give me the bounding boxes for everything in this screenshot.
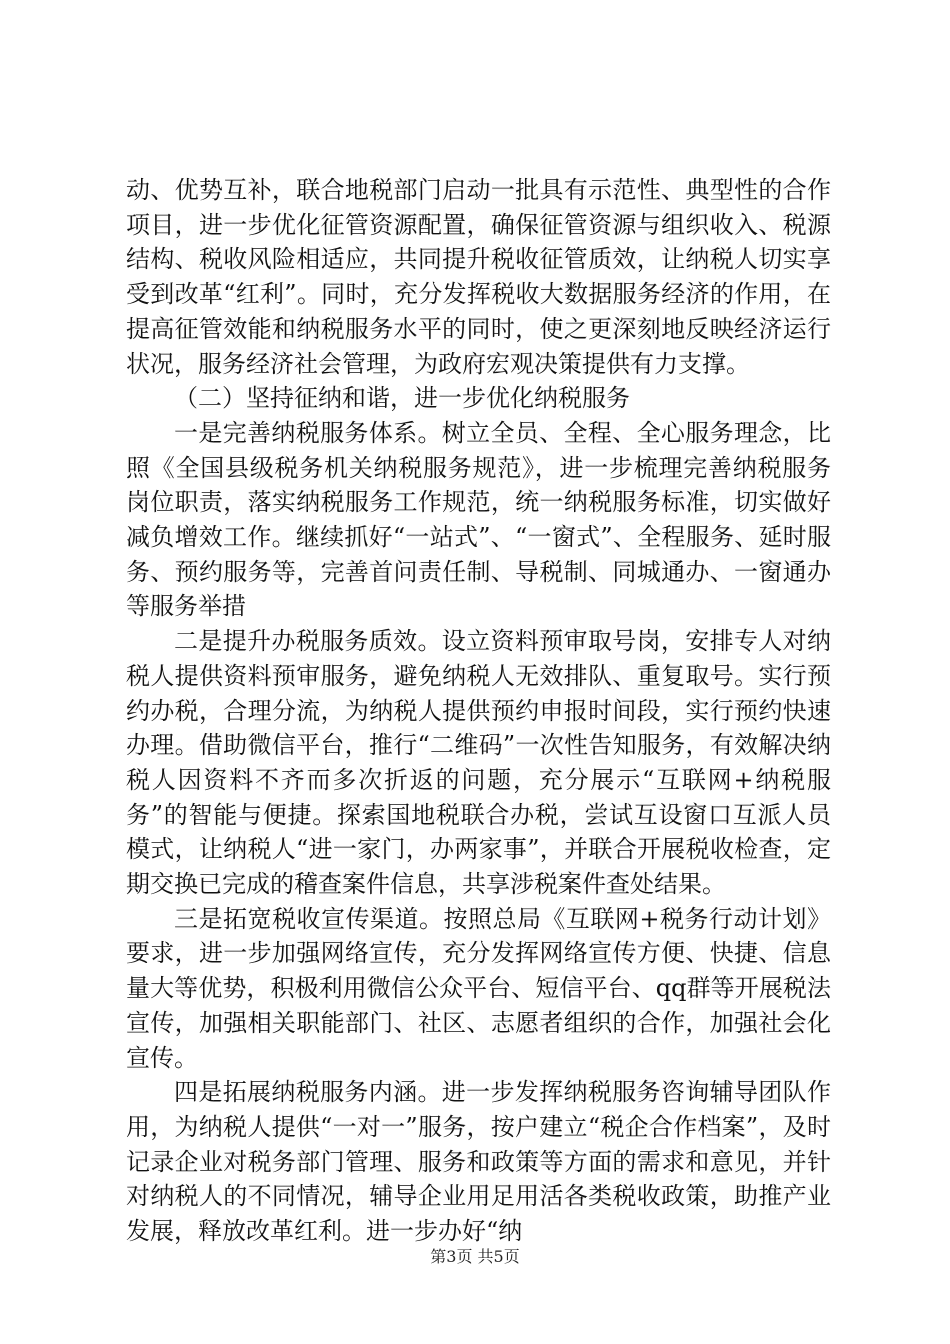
paragraph-5: 四是拓展纳税服务内涵。进一步发挥纳税服务咨询辅导团队作用，为纳税人提供“一对一”服务，按户建立“税企合作档案”，及时记录企业对税务部门管理、服务和政策等方面的需求和意见，并针对纳税人的不同情况，辅导企业用足用活各类税收政策，助推产业发展，释放改革红利。进一步办好“纳 [126,1078,831,1246]
paragraph-4: 三是拓宽税收宣传渠道。按照总局《互联网+税务行动计划》要求，进一步加强网络宣传，充分发挥网络宣传方便、快捷、信息量大等优势，积极利用微信公众平台、短信平台、qq群等开展税法宣传，加强相关职能部门、社区、志愿者组织的合作，加强社会化宣传。 [126,904,831,1072]
section-heading: （二）坚持征纳和谐，进一步优化纳税服务 [174,384,630,413]
page-number-label: 第3页 共5页 [430,1247,520,1266]
document-body [126,173,831,1249]
paragraph-2: 一是完善纳税服务体系。树立全员、全程、全心服务理念，比照《全国县级税务机关纳税服务规范》，进一步梳理完善纳税服务岗位职责，落实纳税服务工作规范，统一纳税服务标准，切实做好减负增效工作。继续抓好“一站式”、“一窗式”、全程服务、延时服务、预约服务等，完善首问责任制、导税制、同城通办、一窗通办等服务举措 [126,418,831,621]
page-footer [0,1244,950,1267]
paragraph-3: 二是提升办税服务质效。设立资料预审取号岗，安排专人对纳税人提供资料预审服务，避免纳税人无效排队、重复取号。实行预约办税，合理分流，为纳税人提供预约申报时间段，实行预约快速办理。借助微信平台，推行“二维码”一次性告知服务，有效解决纳税人因资料不齐而多次折返的问题，充分展示“互联网+纳税服务”的智能与便捷。探索国地税联合办税，尝试互设窗口互派人员模式，让纳税人“进一家门，办两家事”，并联合开展税收检查，定期交换已完成的稽查案件信息，共享涉税案件查处结果。 [126,627,831,899]
paragraph-1: 动、优势互补，联合地税部门启动一批具有示范性、典型性的合作项目，进一步优化征管资源配置，确保征管资源与组织收入、税源结构、税收风险相适应，共同提升税收征管质效，让纳税人切实享受到改革“红利”。同时，充分发挥税收大数据服务经济的作用，在提高征管效能和纳税服务水平的同时，使之更深刻地反映经济运行状况，服务经济社会管理，为政府宏观决策提供有力支撑。 [126,176,831,378]
